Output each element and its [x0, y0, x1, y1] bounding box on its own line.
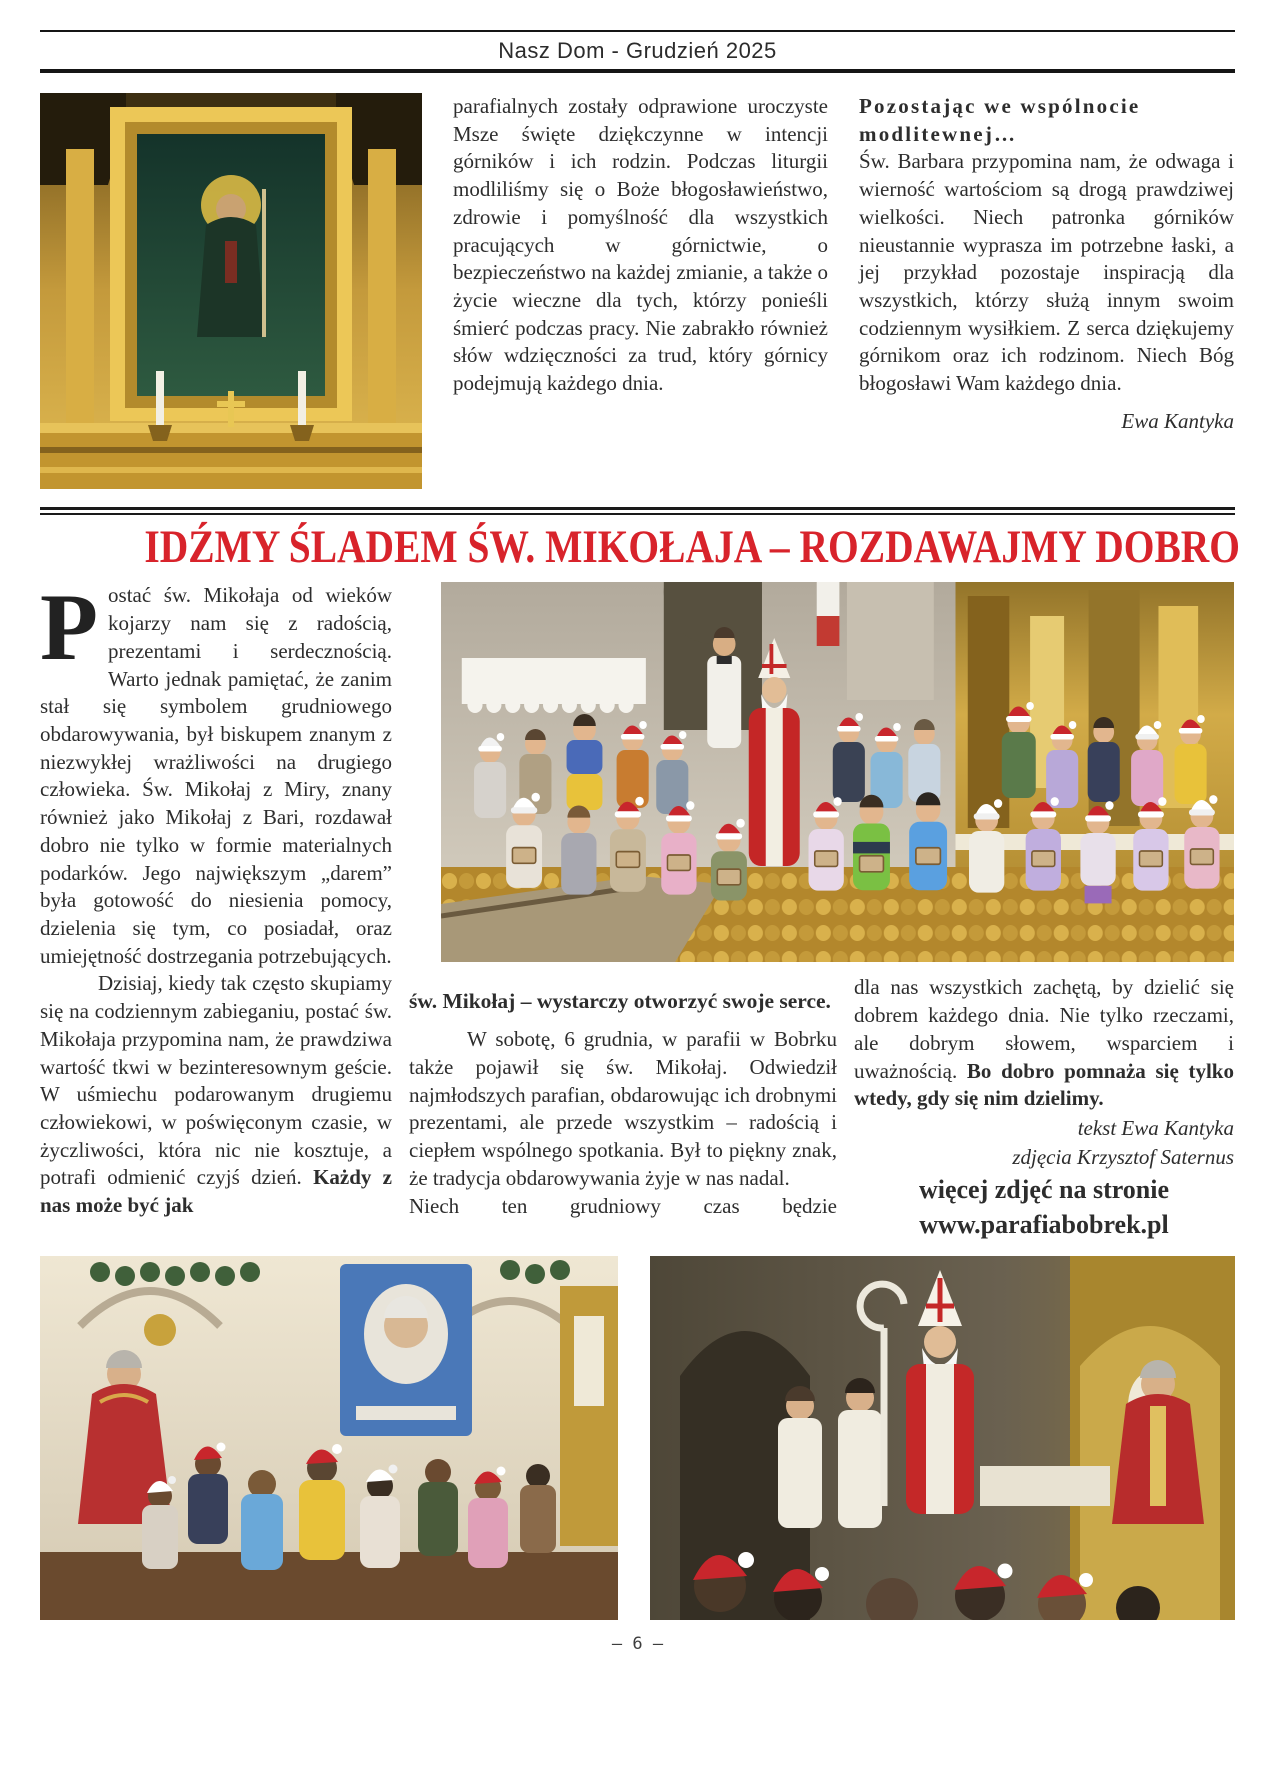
second-paragraph-bold: Każdy z nas może być jak	[40, 1165, 393, 1218]
masthead-title: Nasz Dom - Grudzień 2025	[498, 38, 777, 63]
headline-text: IDŹMY ŚLADEM ŚW. MIKOŁAJA – ROZDAWAJMY DOBRO	[144, 521, 1241, 573]
article-mikolaj-left-column	[40, 574, 393, 1241]
lead-paragraph-text: ostać św. Mikołaja od wieków kojarzy nam się z radością, prezentami i serdecznością. Warto jednak pamiętać, że zanim stał się symbolem grudniowego obdarowywania, był biskupem znanym z niezwykłej wrażliwości na drugiego człowieka. Św. Mikołaj z Miry, znany również jako Mikołaj z Bari, rozdawał dobro nie tylko w formie materialnych podarków. Jego największym „darem” była gotowość do niesienia pomocy, dzielenia się tym, co posiadał, oraz umiejętność dostrzegania potrzebujących.	[40, 583, 392, 968]
photo-caption: św. Mikołaj – wystarczy otworzyć swoje serce.	[409, 989, 831, 1014]
second-paragraph-text: Dzisiaj, kiedy tak często skupiamy się na codziennym zabieganiu, postać św. Mikołaja przypomina nam, że prawdziwa wartość tkwi w bezinteresownym geście. W uśmiechu podarowanym drugiemu człowiekowi, w poświęconym czasie, w życzliwości, która nic nie kosztuje, a potrafi odmienić czyjś dzień.	[40, 971, 392, 1190]
photo-children-group-church	[40, 1256, 618, 1620]
article-mikolaj-middle-column	[409, 974, 837, 1241]
photo-st-nicholas-altar	[650, 1256, 1235, 1620]
right-paragraph-bold: Bo dobro pomnaża się tylko wtedy, gdy się nim dzielimy.	[854, 1058, 1234, 1111]
st-nicholas-altar-illustration	[650, 1256, 1235, 1620]
article-mikolaj-middle-lastline: Niech ten grudniowy czas będzie	[409, 1193, 837, 1218]
article-barbara-right-column	[859, 93, 1234, 489]
website-promo-line1: więcej zdjęć na stronie	[918, 1174, 1170, 1204]
website-promo	[854, 1172, 1234, 1242]
article-barbara	[40, 93, 1235, 489]
article-mikolaj	[40, 574, 1235, 1241]
photo-children-with-st-nicholas	[441, 582, 1234, 974]
article-barbara-continuation-column	[453, 93, 828, 489]
photo-st-barbara-altar	[40, 93, 422, 489]
right-paragraph-text: dla nas wszystkich zachętą, by dzielić się dobrem każdego dnia. Nie tylko rzeczami, ale dobrym słowem, wsparciem i uważnością.	[854, 975, 1234, 1083]
page-number: – 6 –	[611, 1633, 664, 1654]
article-mikolaj-lead-paragraph	[40, 574, 392, 970]
article-mikolaj-right-paragraph	[854, 974, 1234, 1113]
children-with-st-nicholas-illustration	[441, 582, 1234, 962]
article-mikolaj-second-paragraph	[40, 970, 392, 1219]
dropcap-letter: P	[40, 574, 99, 681]
article-barbara-body-paragraph: Św. Barbara przypomina nam, że odwaga i wierność wartościom są drogą prawdziwej wielkości. Niech patronka górników nieustannie wyprasza im potrzebne łaski, a jej przykład pozostaje inspiracją dla wszystkich, którzy służą innym swoim codziennym wysiłkiem. Z serca dziękujemy górnikom oraz ich rodzinom. Niech Bóg błogosławi Wam każdego dnia.	[859, 149, 1234, 396]
masthead	[40, 30, 1235, 73]
byline-photo-author: zdjęcia Krzysztof Saternus	[1012, 1145, 1234, 1170]
article-barbara-byline: Ewa Kantyka	[1121, 408, 1234, 433]
article-barbara-subheading: Pozostając we wspólnocie modlitewnej…	[859, 94, 1141, 146]
website-promo-url: www.parafiabobrek.pl	[919, 1209, 1169, 1239]
article-mikolaj-right-column	[854, 974, 1234, 1241]
section-divider	[40, 507, 1235, 515]
children-group-church-illustration	[40, 1256, 618, 1620]
bottom-photos	[40, 1256, 1235, 1620]
article-barbara-continuation-paragraph: parafialnych zostały odprawione uroczyste Msze święte dziękczynne w intencji górników i ich rodzin. Podczas liturgii modliliśmy się o Boże błogosławieństwo, zdrowie i pomyślność dla wszystkich pracujących w górnictwie, o bezpieczeństwo na każdej zmianie, a także o życie wieczne dla tych, którzy ponieśli śmierć podczas pracy. Nie zabrakło również słów wdzięczności za trud, który górnicy podejmują każdego dnia.	[453, 94, 828, 396]
st-barbara-altar-illustration	[40, 93, 422, 489]
article-mikolaj-headline	[40, 521, 1241, 573]
byline-text-author: tekst Ewa Kantyka	[1077, 1115, 1234, 1140]
article-mikolaj-middle-paragraph: W sobotę, 6 grudnia, w parafii w Bobrku także pojawił się św. Mikołaj. Odwiedził najmłodszych parafian, obdarowując ich drobnymi prezentami, ale przede wszystkim – radością i ciepłem wspólnego spotkania. Był to piękny znak, że tradycja obdarowywania żyje w nas nadal.	[409, 1027, 837, 1190]
